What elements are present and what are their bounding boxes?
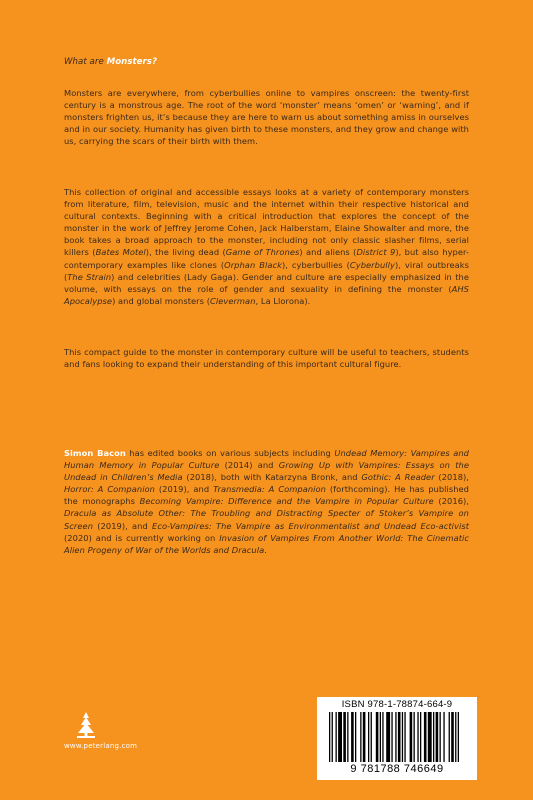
isbn-label: ISBN 978-1-78874-664-9: [341, 699, 453, 710]
blurb-paragraph-2: This collection of original and accessible essays looks at a variety of contemporary monsters from literature, film, television, music and the internet within their respective historical and cultural contexts. Beginning with a critical introduction that explores the concept of the monster in the work of Jeffrey Jerome Cohen, Jack Halberstam, Elaine Showalter and more, the book takes a broad approach to the monster, including not only classic slasher films, serial killers (Bates Motel), the living dead (Game of Thrones) and aliens (District 9), but also hyper-contemporary examples like clones (Orphan Black), cyberbullies (Cyberbully), viral outbreaks (The Strain) and celebrities (Lady Gaga). Gender and culture are especially emphasized in the volume, with essays on the role of gender and sexuality in defining the monster (AHS Apocalypse) and global monsters (Cleverman, La Llorona).: [64, 187, 470, 306]
isbn-barcode: [317, 697, 477, 780]
peter-lang-tree-logo-icon: [74, 712, 98, 744]
author-name: Simon Bacon: [64, 448, 126, 458]
ean-digits: 9 781788 746649: [350, 763, 444, 775]
blurb-paragraph-3: This compact guide to the monster in contemporary culture will be useful to teachers, students and fans looking to expand their understanding of this important cultural figure.: [64, 347, 469, 370]
publisher-url: www.peterlang.com: [64, 742, 138, 750]
author-bio: Simon Bacon has edited books on various subjects including Undead Memory: Vampires and Human Memory in Popular Culture (2014) and Growing Up with Vampires: Essays on the Undead in Children’s Media (2018), both with Katarzyna Bronk, and Gothic: A Reader (2018), Horror: A Companion (2019), and Transmedia: A Companion (forthcoming). He has published the monographs Becoming Vampire: Difference and the Vampire in Popular Culture (2016), Dracula as Absolute Other: The Troubling and Distracting Specter of Stoker’s Vampire on Screen (2019), and Eco-Vampires: The Vampire as Environmentalist and Undead Eco-activist (2020) and is currently working on Invasion of Vampires From Another World: The Cinematic Alien Progeny of War of the Worlds and Dracula.: [64, 448, 469, 555]
blurb-paragraph-1: Monsters are everywhere, from cyberbullies online to vampires onscreen: the twenty-first century is a monstrous age. The root of the word ‘monster’ means ‘omen’ or ‘warning’, and if monsters frighten us, it’s because they are here to warn us about something amiss in ourselves and in our society. Humanity has given birth to these monsters, and they grow and change with us, carrying the scars of their birth with them.: [64, 88, 469, 147]
heading-emphasis: Monsters?: [106, 57, 158, 67]
barcode-bars: [323, 712, 471, 764]
heading-prefix: What are: [64, 57, 107, 67]
blurb-heading: [64, 56, 469, 68]
